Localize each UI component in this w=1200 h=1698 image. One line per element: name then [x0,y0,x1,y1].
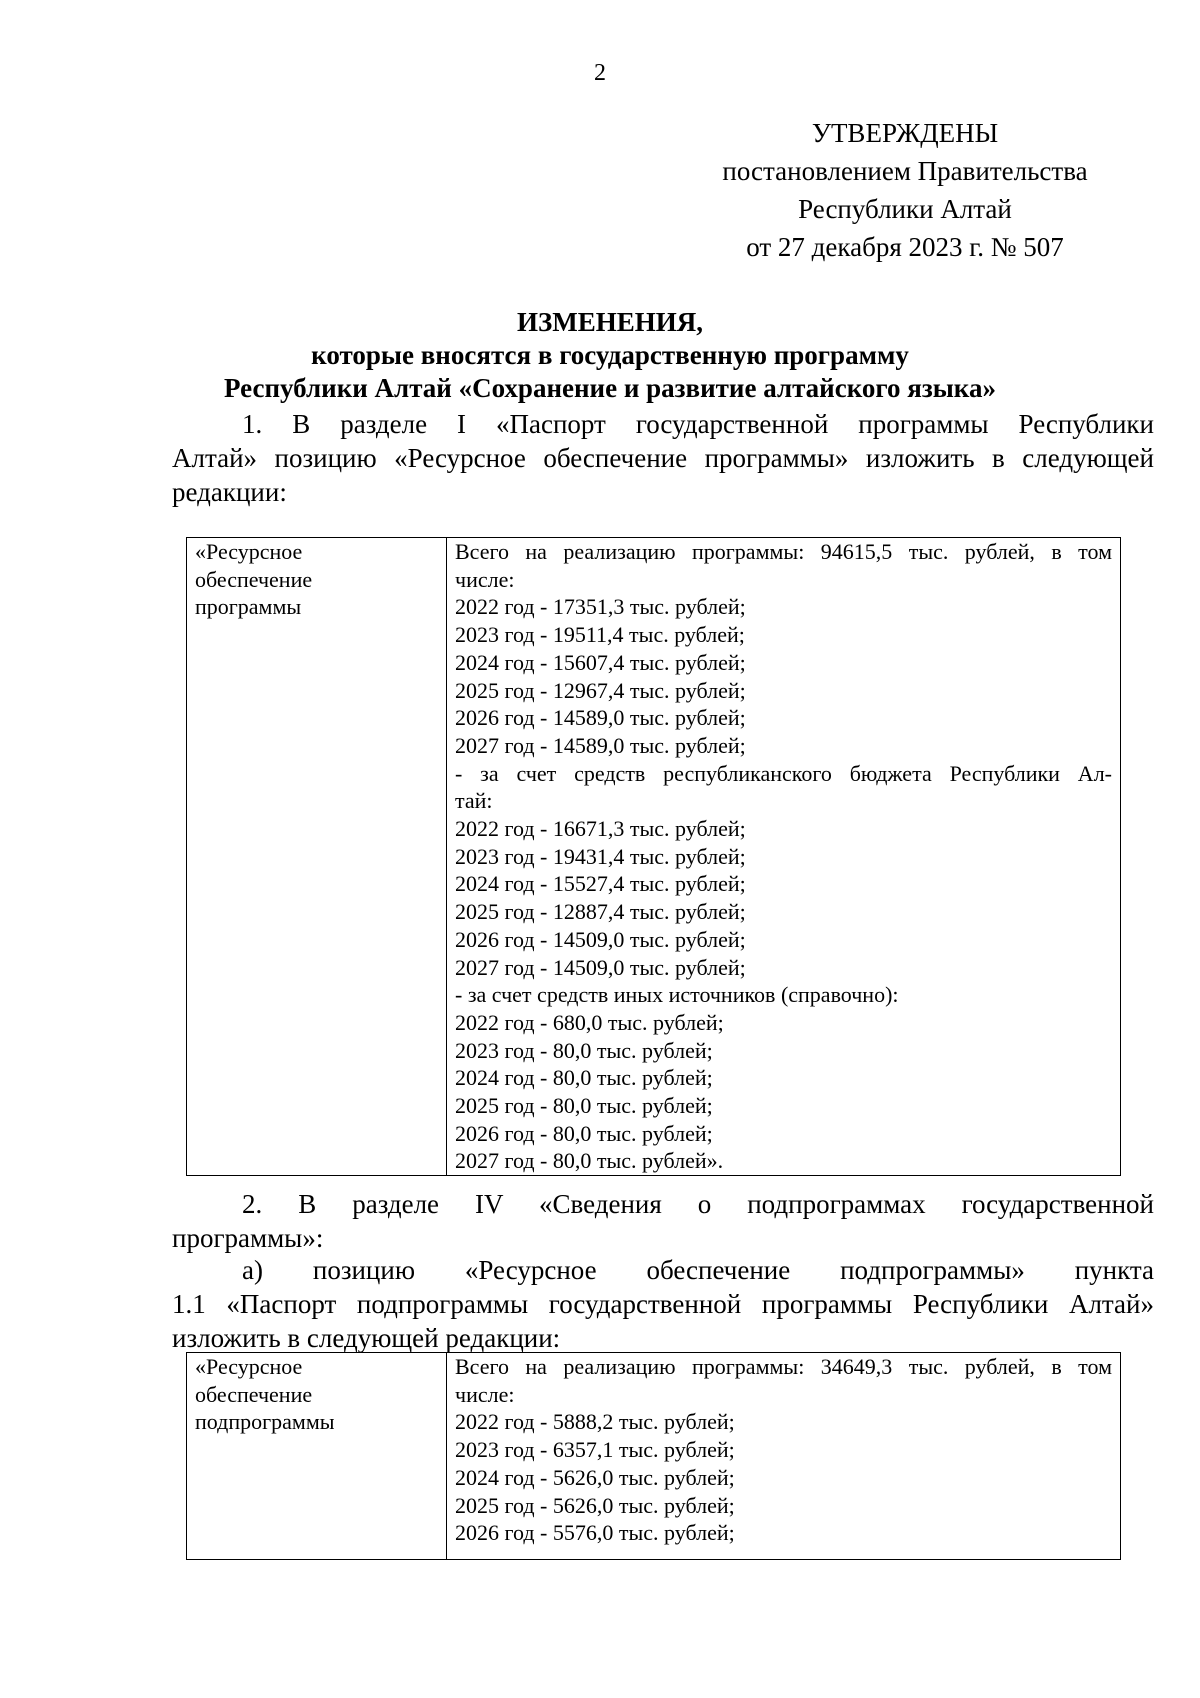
approval-line: постановлением Правительства [722,156,1088,186]
paragraph-3 [172,1253,1154,1355]
document-title [160,306,1060,405]
value-line: 2022 год - 5888,2 тыс. рублей; [455,1409,735,1435]
approval-line: Республики Алтай [798,194,1012,224]
value-line: 2026 год - 14589,0 тыс. рублей; [455,705,746,731]
value-line: - за счет средств республиканского бюджета Республики Ал- [455,760,1112,786]
title-line: которые вносятся в государственную программу [311,340,909,370]
value-line: Всего на реализацию программы: 94615,5 тыс. рублей, в том [455,539,1112,564]
approval-block [690,114,1120,266]
value-line: 2024 год - 15607,4 тыс. рублей; [455,649,746,675]
value-line: 2027 год - 14509,0 тыс. рублей; [455,954,746,980]
value-line: 2025 год - 12967,4 тыс. рублей; [455,677,746,703]
value-line: 2024 год - 5626,0 тыс. рублей; [455,1464,735,1490]
value-line: 2023 год - 19431,4 тыс. рублей; [455,843,746,869]
paragraph-line: Алтай» позицию «Ресурсное обеспечение программы» изложить в следующей [172,443,1154,473]
title-line: Республики Алтай «Сохранение и развитие алтайского языка» [224,373,996,403]
label-line: обеспечение [195,566,313,592]
table-value-cell [447,538,1121,1176]
value-line: Всего на реализацию программы: 34649,3 тыс. рублей, в том [455,1354,1112,1379]
value-line: 2027 год - 80,0 тыс. рублей». [455,1148,724,1174]
paragraph-2 [172,1187,1154,1255]
value-line: 2023 год - 19511,4 тыс. рублей; [455,622,745,648]
paragraph-line: программы»: [172,1223,324,1253]
table-label-cell [187,538,447,1176]
resource-table-1 [186,537,1121,1176]
value-line: 2024 год - 15527,4 тыс. рублей; [455,871,746,897]
value-line: 2026 год - 5576,0 тыс. рублей; [455,1520,735,1546]
label-line: «Ресурсное [195,1354,303,1379]
value-line: 2025 год - 12887,4 тыс. рублей; [455,899,746,925]
approval-line: от 27 декабря 2023 г. № 507 [746,232,1064,262]
table-value-cell [447,1353,1121,1560]
paragraph-line: редакции: [172,477,287,507]
value-line: 2026 год - 80,0 тыс. рублей; [455,1120,713,1146]
value-line: тай: [455,788,493,814]
value-line: 2022 год - 680,0 тыс. рублей; [455,1009,724,1035]
value-line: числе: [455,566,515,592]
value-line: 2025 год - 5626,0 тыс. рублей; [455,1492,735,1518]
table-label-cell [187,1353,447,1560]
value-line: 2026 год - 14509,0 тыс. рублей; [455,926,746,952]
label-line: обеспечение [195,1381,313,1407]
value-line: 2027 год - 14589,0 тыс. рублей; [455,732,746,758]
value-line: 2022 год - 16671,3 тыс. рублей; [455,816,746,842]
label-line: программы [195,594,302,620]
paragraph-line: а) позицию «Ресурсное обеспечение подпрограммы» пункта [242,1255,1154,1285]
paragraph-1 [172,407,1154,509]
approval-line: УТВЕРЖДЕНЫ [811,118,999,148]
paragraph-line: 1.1 «Паспорт подпрограммы государственной программы Республики Алтай» [172,1289,1154,1319]
table-row [187,538,1121,1176]
value-line: 2023 год - 6357,1 тыс. рублей; [455,1437,735,1463]
label-line: «Ресурсное [195,539,303,564]
value-line: числе: [455,1381,515,1407]
page-number: 2 [594,60,606,86]
value-line: 2023 год - 80,0 тыс. рублей; [455,1037,713,1063]
paragraph-line: 1. В разделе I «Паспорт государственной программы Республики [242,409,1154,439]
value-line: - за счет средств иных источников (справочно): [455,982,899,1008]
paragraph-line: изложить в следующей редакции: [172,1323,561,1353]
value-line: 2024 год - 80,0 тыс. рублей; [455,1065,713,1091]
table-row [187,1353,1121,1560]
paragraph-line: 2. В разделе IV «Сведения о подпрограммах государственной [242,1189,1154,1219]
label-line: подпрограммы [195,1409,335,1435]
title-line: ИЗМЕНЕНИЯ, [516,307,703,337]
value-line: 2025 год - 80,0 тыс. рублей; [455,1093,713,1119]
value-line: 2022 год - 17351,3 тыс. рублей; [455,594,746,620]
resource-table-2 [186,1352,1121,1560]
